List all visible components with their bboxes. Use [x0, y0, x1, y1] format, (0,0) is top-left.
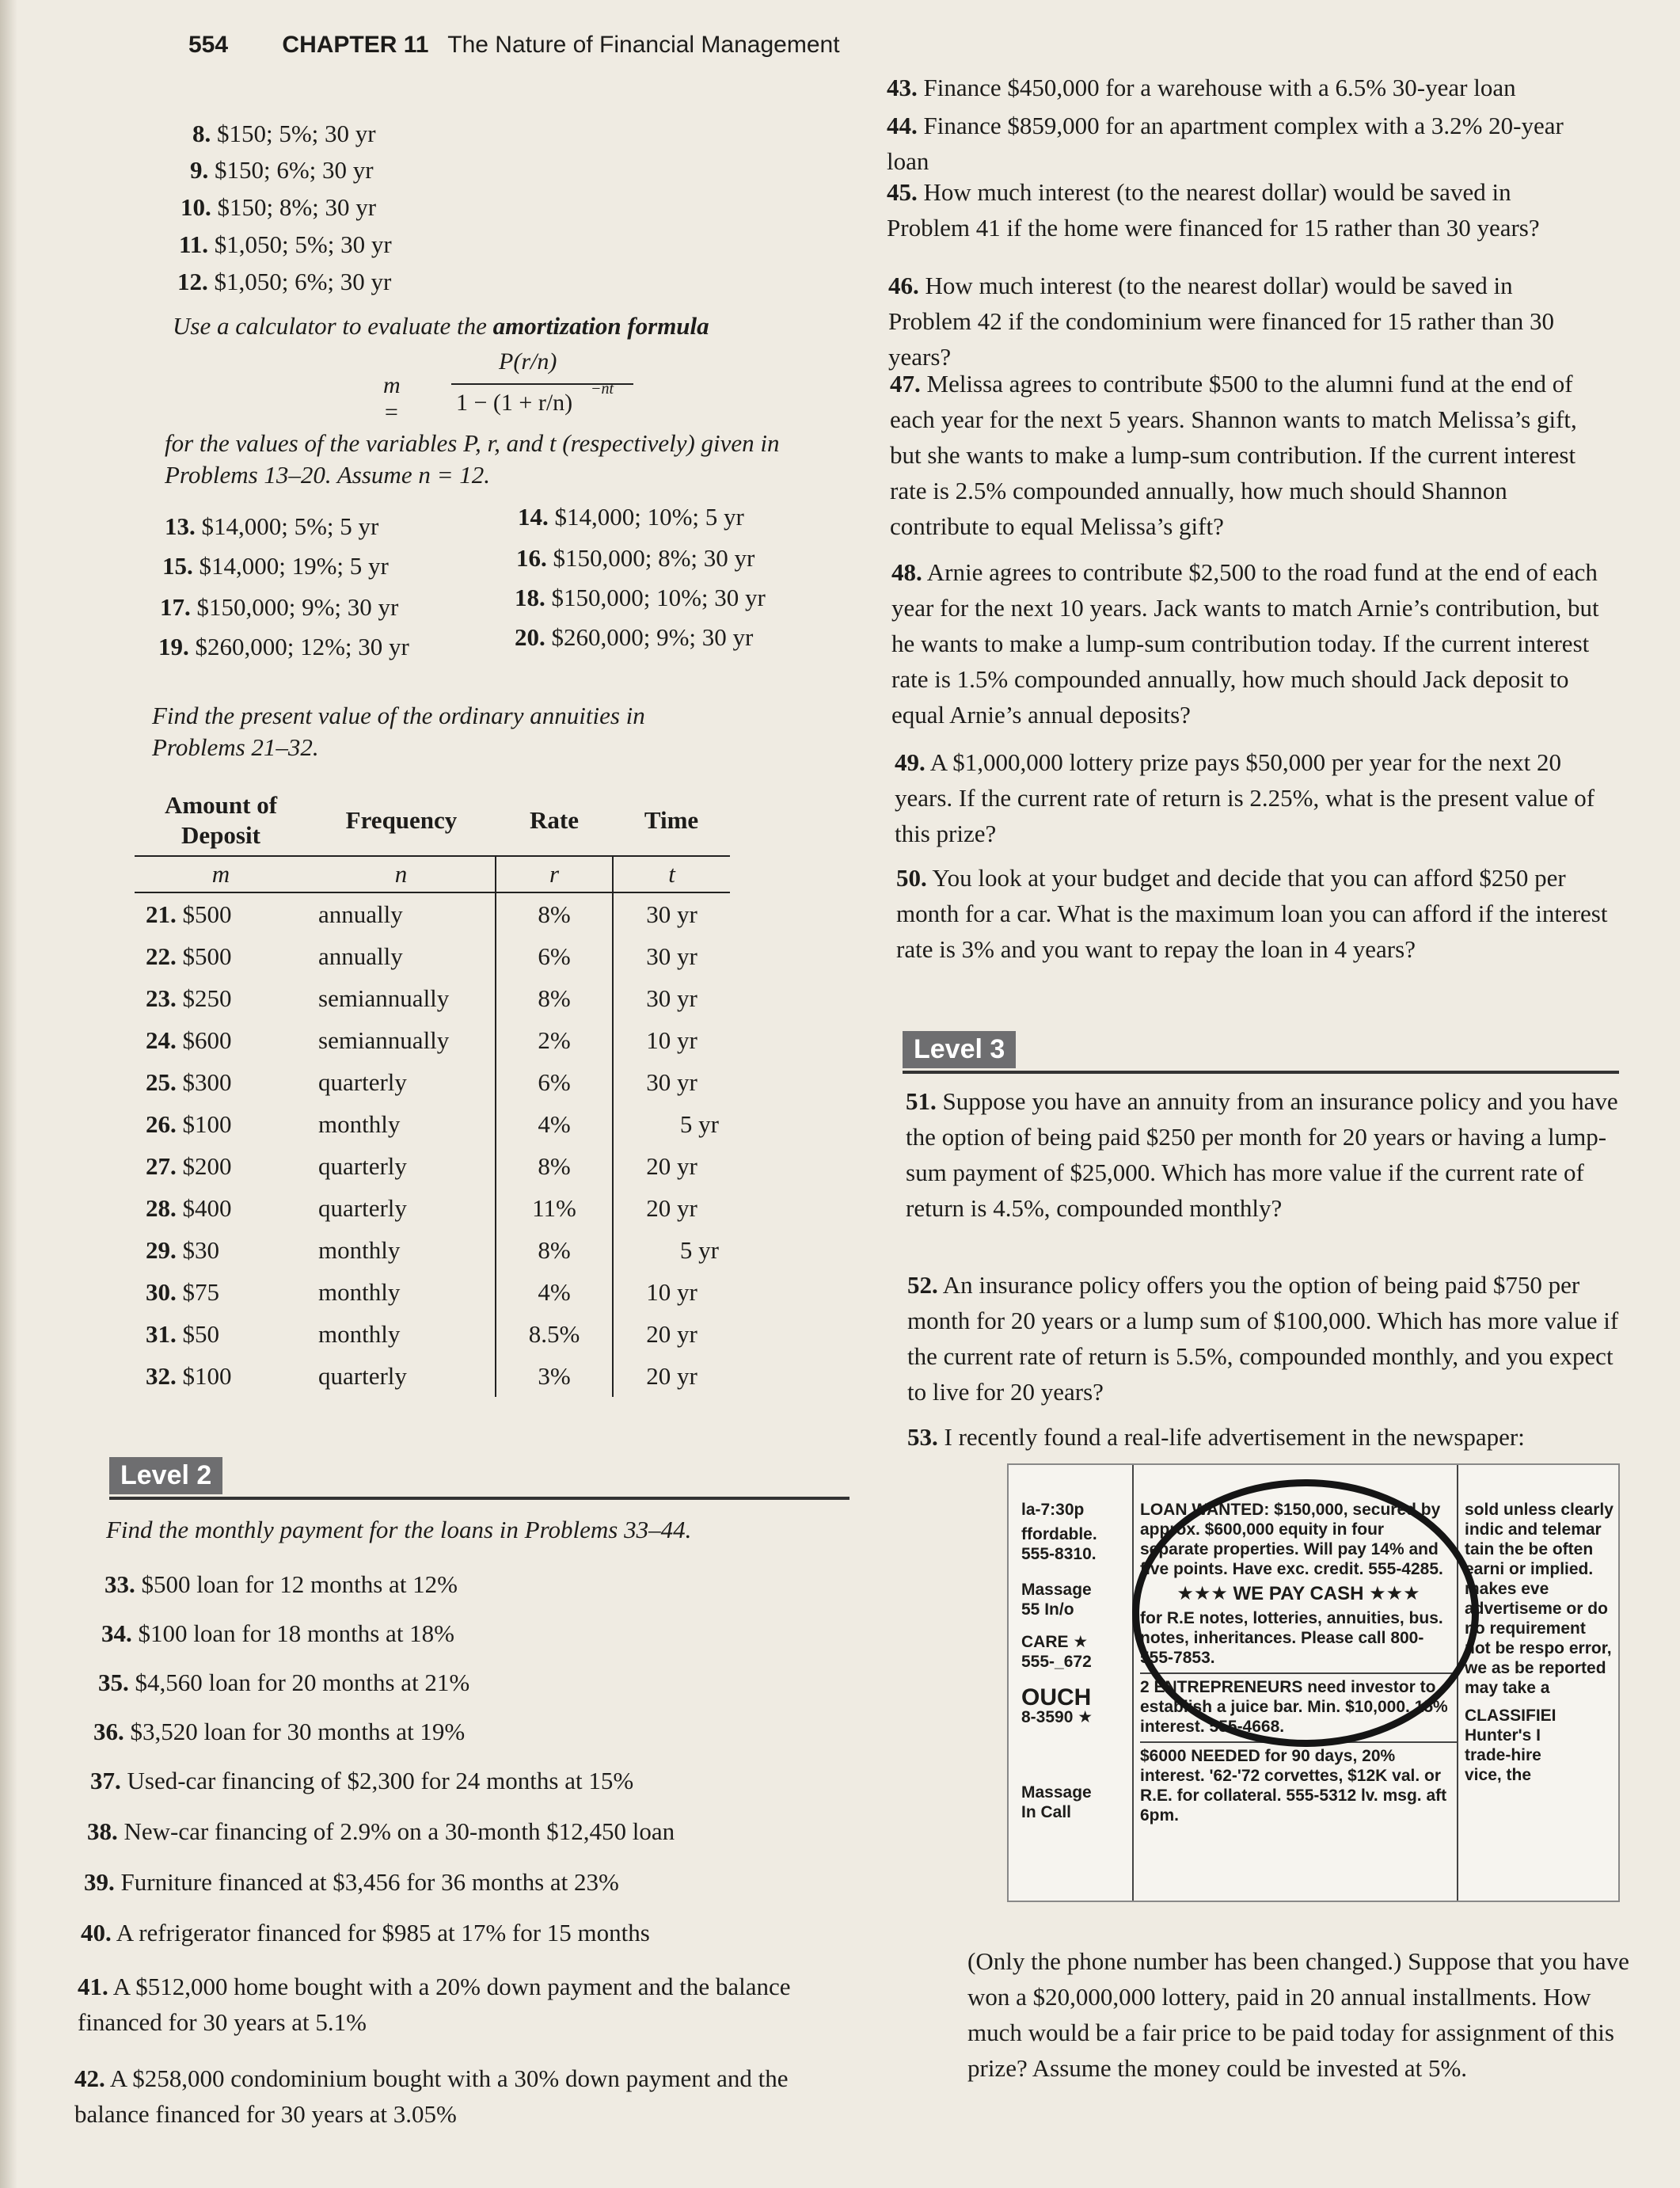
chapter-title: The Nature of Financial Management: [447, 32, 840, 58]
problem-item: 15. $14,000; 19%; 5 yr: [162, 552, 389, 580]
table-row: 21. $500 annually 8% 30 yr: [135, 892, 730, 935]
we-pay-cash-ad: ★★★ WE PAY CASH ★★★: [1176, 1583, 1420, 1604]
level-3-badge: Level 3: [903, 1031, 1016, 1068]
table-row: 22. $500 annually 6% 30 yr: [135, 935, 730, 977]
problem-item: 41. A $512,000 home bought with a 20% down payment and the balance financed for 30 years at 5.1%: [78, 1973, 791, 2036]
problem-item: 14. $14,000; 10%; 5 yr: [518, 503, 744, 531]
problem-item: 35. $4,560 loan for 20 months at 21%: [98, 1669, 470, 1696]
problem-item: 38. New-car financing of 2.9% on a 30-month $12,450 loan: [87, 1817, 675, 1845]
textbook-page: 554 CHAPTER 11 The Nature of Financial Management 8. $150; 5%; 30 yr 9. $150; 6%; 30 yr 10. $150; 8%; 30 yr 11. $1,050; 5%; 30 yr 12. $1,050; 6%; 30 yr Use a calculator to evaluate the amortization formula m = P(r/n) 1 − (1 + r/n) −nt for the values of the variables P, r, and t (respectively) given in Problems 13–20. Assume n = 12. 13. $14,000; 5%; 5 yr 15. $14,000; 19%; 5 yr 17. $150,000; 9%; 30 yr 19. $260,000; 12%; 30 yr 14. $14,000; 10%; 5 yr 16. $150,000; 8%; 30 yr 18. $150,000; 10%; 30 yr 20. $260,000; 9%; 30 yr Find the present value of the ordinary annuities in Problems 21–32. Amount of Deposit Frequency Rate Time m n r t 21. $500 annually 8% 30 yr 22. $500 annually 6% 30 yr 23. $250 semiannually 8% 30 yr 24. $600 semiannually 2% 10 yr 25. $300 quarterly 6% 30 yr 26. $100 monthly 4% 5 yr 27. $200 quarterly 8% 20 yr 28. $400 quarterly 11% 20 yr 29. $30 monthly 8% 5 yr 30. $75 monthly 4% 10 yr 31. $50 monthly 8.5% 20 yr 32. $100 quarterly 3% 20 yr Level 2 Find the monthly payment for the loans in Problems 33–44. 33. $500 loan for 12 months at 12% 34. $100 loan for 18 months at 18% 35. $4,560 loan for 20 months at 21% 36. $3,520 loan for 30 months at 19% 37. Used-car financing of $2,300 for 24 months at 15% 38. New-car financing of 2.9% on a 30-month $12,450 loan 39. Furniture financed at $3,456 for 36 months at 23% 40. A refrigerator financed for $985 at 17% for 15 months 41. A $512,000 home bought with a 20% down payment and the balance financed for 30 years at 5.1% 42. A $258,000 condominium bought with a 30% down payment and the balance financed for 30 years at 3.05% 43. Finance $450,000 for a warehouse with a 6.5% 30-year loan 44. Finance $859,000 for an apartment complex with a 3.2% 20-year loan 45. How much interest (to the nearest dollar) would be saved in Problem 41 if the home were financed for 15 rather than 30 years? 46. How much interest (to the nearest dollar) would be saved in Problem 42 if the condominium were financed for 15 rather than 30 years? 47. Melissa agrees to contribute $500 to the alumni fund at the end of each year for the next 5 years. Shannon wants to match Melissa’s gift, but she wants to make a lump-sum contribution. If the current interest rate is 2.5% compounded annually, how much should Shannon contribute to equal Melissa’s gift? 48. Arnie agrees to contribute $2,500 to the road fund at the end of each year for the next 10 years. Jack wants to match Arnie’s contribution, but he wants to make a lump-sum contribution today. If the current interest rate is 1.5% compounded annually, how much should Jack deposit to equal Arnie’s annual deposits? 49. A $1,000,000 lottery prize pays $50,000 per year for the next 20 years. If the current rate of return is 2.25%, what is the present value of this prize? 50. You look at your budget and decide that you can afford $250 per month for a car. What is the maximum loan you can afford if the interest rate is 3% and you want to repay the loan in 4 years? Level 3 51. Suppose you have an annuity from an insurance policy and you have the option of being paid $250 per month for 20 years or having a lump-sum payment of $25,000. Which has more value if the current rate of return is 4.5%, compounded monthly? 52. An insurance policy offers you the option of being paid $750 per month for 20 years or a lump sum of $100,000. Which has more value if the current rate of return is 5.5%, compounded monthly, and you expect to live for 20 years? 53. I recently found a real-life advertisement in the newspaper: la-7:30p ffordable. 555-8310. Massage 55 In/o CARE ★ 555-_672 OUCH 8-3590 ★ Massage In Call LOAN WANTED: $150,000, secured by approx. $600,000 equity in four separate properties. Will pay 14% and five points. Have exc. credit. 555-4285. ★★★ WE PAY CASH ★★★ for R.E notes, lotteries, annuities, bus. notes, inheritances. Please call 800-555-7853. 2 ENTREPRENEURS need investor to establish a juice bar. Min. $10,000. 15% interest. 555-4668. $6000 NEEDED for 90 days, 20% interest. '62-'72 corvettes, $12K val. or R.E. for collateral. 555-5312 lv. msg. aft 6pm. sold unless clearly indic and telemar tain the be often earni or implied. makes eve advertiseme or do no requirement not be respo error, we as be reported may take a CLASSIFIEI Hunter's I trade-hire vice, the (Only the phone number has been changed.) Suppose that you have won a $20,000,000 lottery, paid in 20 annual installments. How much would be a fair price to be paid today for assignment of this prize? Assume the money could be invested at 5%.: [0, 0, 1680, 2188]
page-number: 554: [188, 32, 229, 58]
table-row: 32. $100 quarterly 3% 20 yr: [135, 1355, 730, 1397]
problem-item: 9. $150; 6%; 30 yr: [190, 156, 374, 184]
loan-wanted-ad: LOAN WANTED: $150,000, secured by approx. $600,000 equity in four separate properties. Will pay 14% and five points. Have exc. credit. 555-4285.: [1140, 1501, 1443, 1578]
pen-circle-annotation: [1132, 1479, 1479, 1747]
problem-item: 34. $100 loan for 18 months at 18%: [101, 1619, 455, 1647]
present-value-instruction: Find the present value of the ordinary annuities in Problems 21–32.: [152, 702, 645, 761]
problem-item: 40. A refrigerator financed for $985 at 17% for 15 months: [81, 1919, 650, 1946]
problem-item: 13. $14,000; 5%; 5 yr: [165, 512, 379, 540]
problem-53-continuation: (Only the phone number has been changed.) Suppose that you have won a $20,000,000 lottery, paid in 20 annual installments. How much would be a fair price to be paid today for assignment of this prize? Assume the money could be invested at 5%.: [967, 1947, 1629, 2082]
problem-item: 36. $3,520 loan for 30 months at 19%: [93, 1718, 466, 1745]
level-2-badge: Level 2: [109, 1457, 222, 1494]
problem-item: 51. Suppose you have an annuity from an insurance policy and you have the option of being paid $250 per month for 20 years or having a lump-sum payment of $25,000. Which has more value if the current rate of return is 4.5%, compounded monthly?: [906, 1087, 1618, 1222]
ad-column-left: la-7:30p ffordable. 555-8310. Massage 55 In/o CARE ★ 555-_672 OUCH 8-3590 ★ Massage In Call: [1021, 1465, 1134, 1901]
problem-item: 33. $500 loan for 12 months at 12%: [105, 1570, 458, 1598]
problem-item: 19. $260,000; 12%; 30 yr: [158, 633, 409, 660]
variable-row: m n r t: [135, 856, 730, 892]
problem-item: 18. $150,000; 10%; 30 yr: [515, 584, 766, 611]
ad-column-right: sold unless clearly indic and telemar tain the be often earni or implied. makes eve advertiseme or do no requirement not be respo error, we as be reported may take a CLASSIFIEI Hunter's I trade-hire vice, the: [1465, 1501, 1613, 1784]
chapter-label: CHAPTER 11: [282, 32, 429, 58]
table-row: 29. $30 monthly 8% 5 yr: [135, 1229, 730, 1271]
problem-item: 10. $150; 8%; 30 yr: [181, 193, 377, 221]
problem-item: 49. A $1,000,000 lottery prize pays $50,000 per year for the next 20 years. If the current rate of return is 2.25%, what is the present value of this prize?: [895, 748, 1595, 847]
table-row: 25. $300 quarterly 6% 30 yr: [135, 1061, 730, 1103]
table-row: 30. $75 monthly 4% 10 yr: [135, 1271, 730, 1313]
problem-item: 53. I recently found a real-life advertisement in the newspaper:: [907, 1423, 1525, 1451]
amortization-instruction: Use a calculator to evaluate the amortization formula: [173, 312, 709, 340]
level-3-rule: [903, 1071, 1619, 1074]
page-header: [188, 32, 840, 59]
level-2-instruction: Find the monthly payment for the loans in Problems 33–44.: [106, 1516, 692, 1543]
problem-item: 52. An insurance policy offers you the option of being paid $750 per month for 20 years or a lump sum of $100,000. Which has more value if the current rate of return is 5.5%, compounded monthly, and you expect to live for 20 years?: [907, 1271, 1619, 1406]
problem-item: 43. Finance $450,000 for a warehouse with a 6.5% 30-year loan: [887, 74, 1516, 101]
column-header: Frequency: [345, 806, 458, 834]
column-header: Rate: [530, 806, 579, 834]
table-row: 23. $250 semiannually 8% 30 yr: [135, 977, 730, 1019]
problem-item: 37. Used-car financing of $2,300 for 24 months at 15%: [90, 1767, 634, 1794]
problem-item: 50. You look at your budget and decide that you can afford $250 per month for a car. What is the maximum loan you can afford if the interest rate is 3% and you want to repay the loan in 4 years?: [896, 864, 1608, 963]
table-row: 26. $100 monthly 4% 5 yr: [135, 1103, 730, 1145]
problem-item: 12. $1,050; 6%; 30 yr: [177, 268, 392, 295]
problem-item: 20. $260,000; 9%; 30 yr: [515, 623, 754, 651]
problem-item: 44. Finance $859,000 for an apartment complex with a 3.2% 20-year loan: [887, 112, 1564, 175]
amortization-instruction-2: for the values of the variables P, r, and t (respectively) given in Problems 13–20. Assume n = 12.: [165, 429, 780, 489]
table-row: 28. $400 quarterly 11% 20 yr: [135, 1187, 730, 1229]
problem-item: 45. How much interest (to the nearest dollar) would be saved in Problem 41 if the home were financed for 15 rather than 30 years?: [887, 178, 1540, 242]
ad-column-middle: LOAN WANTED: $150,000, secured by approx. $600,000 equity in four separate properties. Will pay 14% and five points. Have exc. credit. 555-4285. ★★★ WE PAY CASH ★★★ for R.E notes, lotteries, annuities, bus. notes, inheritances. Please call 800-555-7853. 2 ENTREPRENEURS need investor to establish a juice bar. Min. $10,000. 15% interest. 555-4668. $6000 NEEDED for 90 days, 20% interest. '62-'72 corvettes, $12K val. or R.E. for collateral. 555-5312 lv. msg. aft 6pm.: [1140, 1465, 1458, 1901]
problem-item: 17. $150,000; 9%; 30 yr: [160, 593, 399, 621]
problem-item: 42. A $258,000 condominium bought with a 30% down payment and the balance financed for 30 years at 3.05%: [74, 2064, 789, 2128]
table-row: 31. $50 monthly 8.5% 20 yr: [135, 1313, 730, 1355]
problem-item: 48. Arnie agrees to contribute $2,500 to the road fund at the end of each year for the next 10 years. Jack wants to match Arnie’s contribution, but he wants to make a lump-sum contribution today. If the current interest rate is 1.5% compounded annually, how much should Jack deposit to equal Arnie’s annual deposits?: [891, 558, 1599, 729]
problem-item: 16. $150,000; 8%; 30 yr: [516, 544, 755, 572]
problem-item: 11. $1,050; 5%; 30 yr: [179, 230, 392, 258]
column-header: Time: [644, 806, 699, 834]
problem-item: 47. Melissa agrees to contribute $500 to the alumni fund at the end of each year for the next 5 years. Shannon wants to match Melissa’s gift, but she wants to make a lump-sum contribution. If the current interest rate is 2.5% compounded annually, how much should Shannon contribute to equal Melissa’s gift?: [890, 370, 1577, 540]
table-row: 27. $200 quarterly 8% 20 yr: [135, 1145, 730, 1187]
problem-item: 8. $150; 5%; 30 yr: [192, 120, 376, 147]
problem-item: 39. Furniture financed at $3,456 for 36 months at 23%: [84, 1868, 619, 1896]
problem-item: 46. How much interest (to the nearest dollar) would be saved in Problem 42 if the condominium were financed for 15 rather than 30 years?: [888, 272, 1555, 371]
annuity-table: [135, 786, 730, 1397]
column-header: Amount of Deposit: [164, 791, 278, 849]
table-row: 24. $600 semiannually 2% 10 yr: [135, 1019, 730, 1061]
level-2-rule: [109, 1497, 850, 1500]
